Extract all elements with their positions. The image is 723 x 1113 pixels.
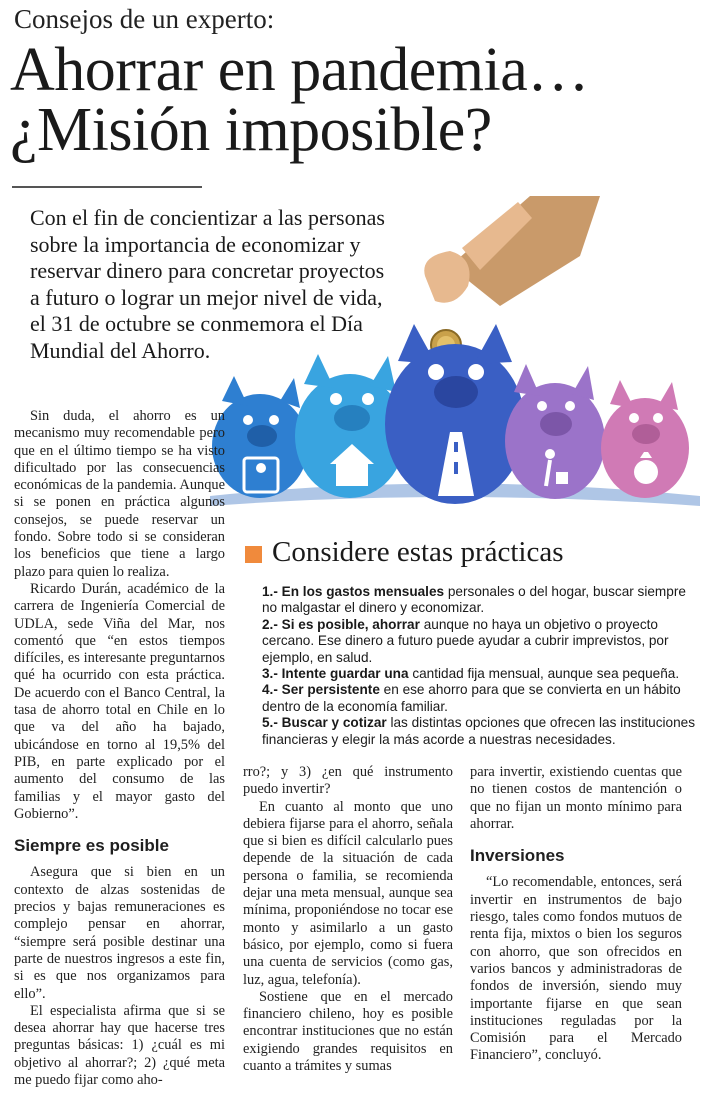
tip-item: 5.- Buscar y cotizar las distintas opciones que ofrecen las instituciones financieras y elegir la más acorde a nuestras necesidades.: [262, 715, 695, 747]
col1-paragraph-1: Sin duda, el ahorro es un mecanismo muy recomendable pero que en el último tiempo se ha visto dificultado por las consecuencias económicas de la pandemia. Aunque si se ponen en práctica algunos consejos, se puede reservar un fondo. Sobre todo si se consideran los beneficios que tiene a largo plazo para quien lo realiza.: [14, 408, 225, 580]
col1-paragraph-2: Ricardo Durán, académico de la carrera de Ingeniería Comercial de UDLA, sede Viña del Mar, nos comentó que “en estos tiempos difíciles, es interesante preguntarnos qué ha ocurrido con esta práctica. De acuerdo con el Banco Central, la tasa de ahorro total en Chile en lo que va del año ha bajado, ubicándose en torno al 19,5% del PIB, en parte explicado por el aumento del consumo de las familias y el mayor gasto del Gobierno”.: [14, 580, 225, 822]
col2-paragraph-1: rro?; y 3) ¿en qué instrumento puedo invertir?: [243, 764, 453, 798]
tip-item: 2.- Si es posible, ahorrar aunque no haya un objetivo o proyecto cercano. Ese dinero a futuro puede ayudar a cubrir imprevistos, por ejemplo, en salud.: [262, 616, 669, 665]
col2-paragraph-3: Sostiene que en el mercado financiero chileno, hoy es posible encontrar instituciones que no están exigiendo grandes requisitos en cuanto a trámites y sumas: [243, 988, 453, 1075]
piggy-bank-dark-blue: [385, 324, 525, 504]
tips-title: Considere estas prácticas: [272, 536, 564, 568]
section-heading-inversiones: Inversiones: [470, 846, 565, 866]
accent-square: [245, 546, 262, 563]
money-bag-icon: [634, 460, 658, 484]
column-2: [243, 764, 453, 1075]
tip-item: 3.- Intente guardar una cantidad fija mensual, aunque sea pequeña.: [262, 666, 680, 682]
piggy-bank-purple: [505, 364, 605, 499]
lead-paragraph: Con el fin de concientizar a las personas sobre la importancia de economizar y reservar dinero para concretar proyectos a futuro o lograr un mejor nivel de vida, el 31 de octubre se conmemora el Día Mundial del Ahorro.: [30, 205, 385, 363]
col1-paragraph-4: El especialista afirma que si se desea ahorrar hay que hacerse tres preguntas básicas: 1) ¿cuál es mi objetivo al ahorrar?; 2) ¿qué meta me puedo fijar como aho-: [14, 1002, 225, 1088]
hand-with-coin-icon: [424, 196, 600, 360]
reading-person-icon: [256, 463, 266, 473]
col1-paragraph-3: Asegura que si bien en un contexto de alzas sostenidas de precios y bajas remuneraciones es complejo pensar en ahorrar, “siempre será posible destinar una parte de nuestros ingresos a este fin, si es que nos organizamos para ello”.: [14, 864, 225, 1002]
headline: [10, 36, 589, 164]
col3-paragraph-1: para invertir, existiendo cuentas que no tienen costos de mantención o que no fijan un monto mínimo para ahorrar.: [470, 764, 682, 832]
column-1: [14, 408, 225, 1089]
col3-paragraph-2: “Lo recomendable, entonces, será invertir en instrumentos de bajo riesgo, tales como fondos mutuos de renta fija, mixtos o bien los seguros con ahorro, que son ofrecidos en varios bancos y administradoras de fondos de inversión, siendo muy importante fijarse en que sean instituciones reguladas por la Comisión para el Mercado Financiero”, concluyó.: [470, 874, 682, 1064]
section-heading-siempre: Siempre es posible: [14, 836, 169, 856]
column-3: [470, 764, 682, 1065]
headline-line-1: Ahorrar en pandemia…: [10, 36, 589, 104]
piggy-bank-blue: [212, 376, 308, 498]
traveler-icon: [545, 449, 555, 459]
headline-line-2: ¿Misión imposible?: [10, 96, 492, 164]
piggy-bank-pink: [601, 380, 689, 498]
col2-paragraph-2: En cuanto al monto que uno debiera fijarse para el ahorro, señala que si bien es difícil calcularlo pues depende de la situación de cada persona o familia, se recomienda dejar una meta mensual, aunque sea mínima, proponiéndose no tocar ese monto y asimilarlo a un gasto básico, por ejemplo, como si fuera una cuenta de servicios (como gas, luz, agua, telefonía).: [243, 798, 453, 988]
tips-list: [262, 584, 702, 748]
tip-item: 4.- Ser persistente en ese ahorro para que se convierta en un hábito dentro de la economía familiar.: [262, 682, 681, 714]
piggy-bank-illustration: [200, 196, 705, 516]
divider: [12, 186, 202, 188]
tip-item: 1.- En los gastos mensuales personales o del hogar, buscar siempre no malgastar el dinero y economizar.: [262, 584, 686, 616]
kicker: Consejos de un experto:: [14, 4, 275, 34]
